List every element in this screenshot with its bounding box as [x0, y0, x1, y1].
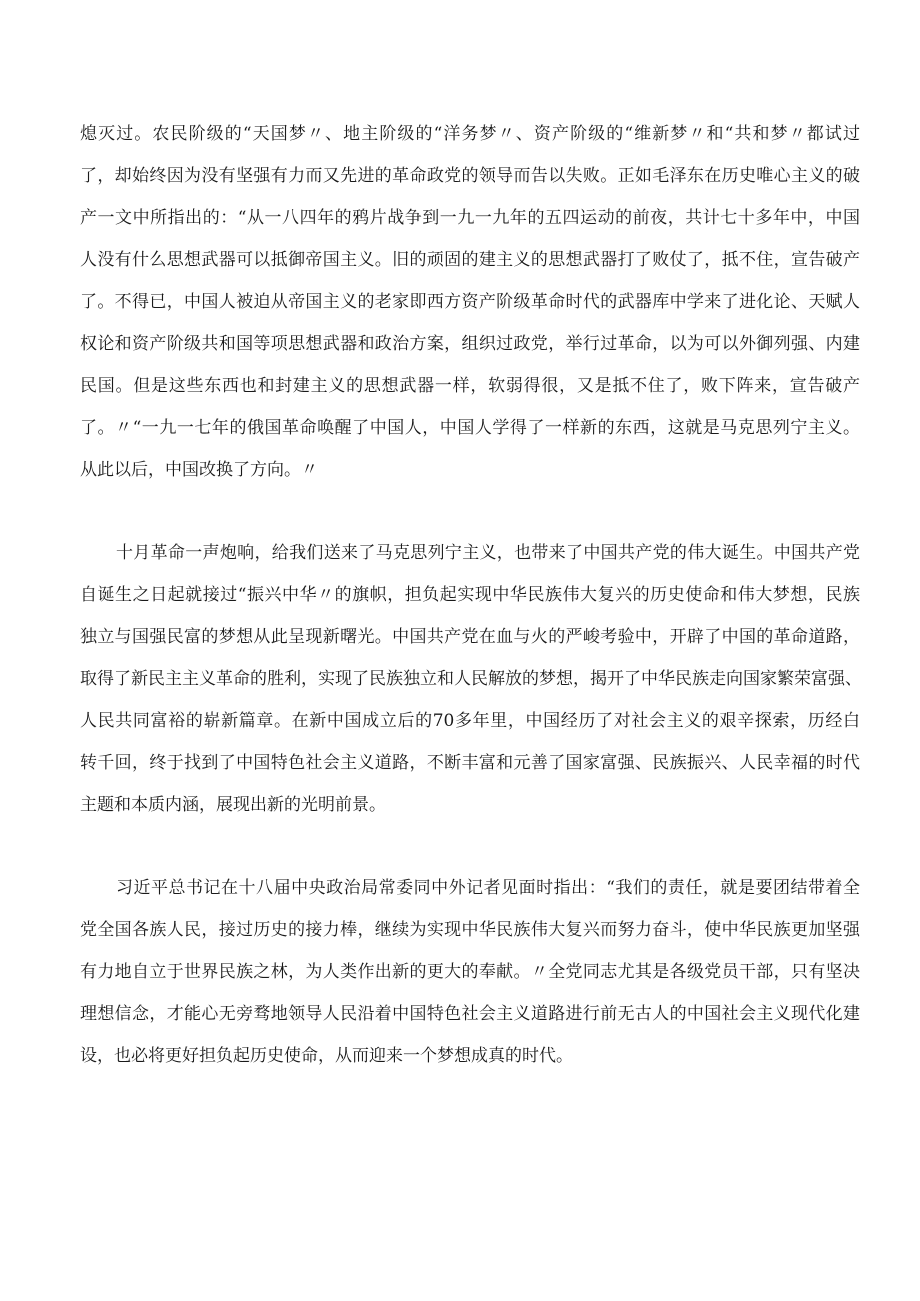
text-line: 转千回，终于找到了中国特色社会主义道路，不断丰富和元善了国家富强、民族振兴、人民幸福的时代 — [80, 753, 860, 773]
text-line: 取得了新民主主义革命的胜利，实现了民族独立和人民解放的梦想，揭开了中华民族走向国家繁荣富强、 — [80, 669, 862, 689]
text-line: 民国。但是这些东西也和封建主义的思想武器一样，软弱得很，又是抵不住了，败下阵来，宣告破产 — [80, 376, 860, 396]
text-line: 十月革命一声炮响，给我们送来了马克思列宁主义，也带来了中国共产党的伟大诞生。中国共产党 — [116, 543, 860, 563]
text-line: 设，也必将更好担负起历史使命，从而迎来一个梦想成真的时代。 — [80, 1046, 573, 1066]
paragraph-3 — [80, 867, 860, 1077]
paragraph-2 — [80, 532, 860, 826]
text-line: 独立与国强民富的梦想从此呈现新曙光。中国共产党在血与火的严峻考验中，开辟了中国的革命道路， — [80, 627, 860, 647]
text-line: 了，却始终因为没有坚强有力而又先进的革命政党的领导而告以失败。正如毛泽东在历史唯心主义的破 — [80, 166, 860, 186]
text-line: 党全国各族人民，接过历史的接力棒，继续为实现中华民族伟大复兴而努力奋斗，使中华民族更加坚强 — [80, 920, 860, 940]
text-line: 了。〃“一九一七年的俄国革命唤醒了中国人，中国人学得了一样新的东西，这就是马克思列宁主义。 — [80, 418, 860, 438]
text-line: 主题和本质内涵，展现出新的光明前景。 — [80, 795, 386, 815]
text-line: 从此以后，中国改换了方向。〃 — [80, 460, 318, 480]
text-line: 权论和资产阶级共和国等项思想武器和政治方案，组织过政党，举行过革命，以为可以外御列强、内建 — [80, 334, 860, 354]
text-line: 自诞生之日起就接过“振兴中华〃的旗帜，担负起实现中华民族伟大复兴的历史使命和伟大梦想，民族 — [80, 585, 860, 605]
text-line: 人没有什么思想武器可以抵御帝国主义。旧的顽固的建主义的思想武器打了败仗了，抵不住，宣告破产 — [80, 250, 860, 270]
text-line: 人民共同富裕的崭新篇章。在新中国成立后的70多年里，中国经历了对社会主义的艰辛探索，历经白 — [80, 711, 860, 731]
text-line: 理想信念，才能心无旁骛地领导人民沿着中国特色社会主义道路进行前无古人的中国社会主义现代化建 — [80, 1004, 860, 1024]
paragraph-1 — [80, 113, 860, 491]
text-line: 了。不得已，中国人被迫从帝国主义的老家即西方资产阶级革命时代的武器库中学来了进化论、天赋人 — [80, 292, 860, 312]
text-line: 熄灭过。农民阶级的“天国梦〃、地主阶级的“洋务梦〃、资产阶级的“维新梦〃和“共和梦〃都试过 — [80, 124, 860, 144]
text-line: 有力地自立于世界民族之林，为人类作出新的更大的奉献。〃全党同志尤其是各级党员干部，只有坚决 — [80, 962, 860, 982]
text-line: 产一文中所指出的：“从一八四年的鸦片战争到一九一九年的五四运动的前夜，共计七十多年中，中国 — [80, 208, 860, 228]
text-line: 习近平总书记在十八届中央政治局常委同中外记者见面时指出：“我们的责任，就是要团结带着全 — [116, 878, 860, 898]
